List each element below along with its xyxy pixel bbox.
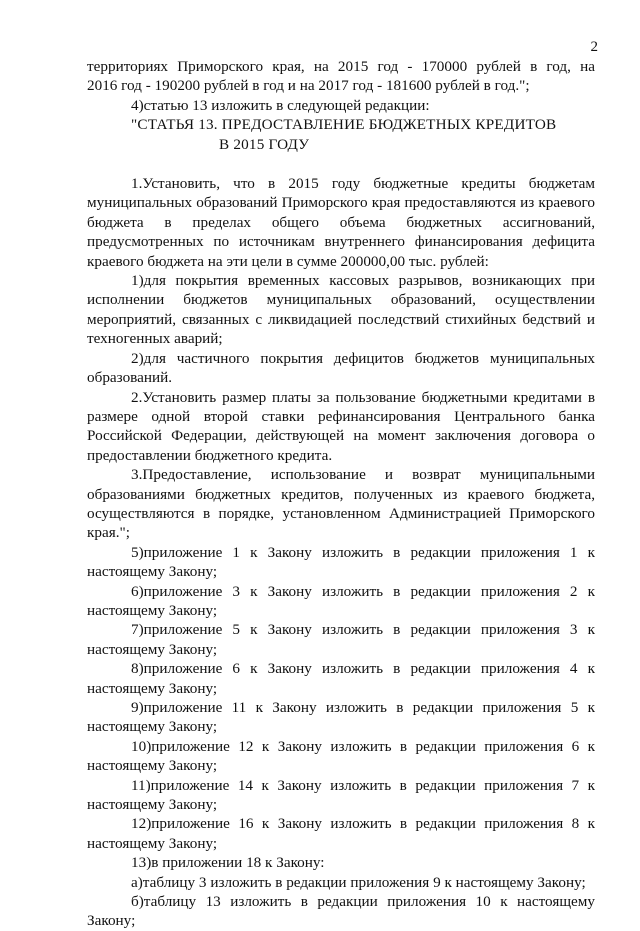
paragraph-subitem-b: б)таблицу 13 изложить в редакции приложения 10 к настоящему Закону; xyxy=(87,893,595,930)
paragraph-item-5: 5)приложение 1 к Закону изложить в редакции приложения 1 к настоящему Закону; xyxy=(87,543,595,581)
article-heading-line: В 2015 ГОДУ xyxy=(219,135,310,153)
article-heading xyxy=(87,115,595,154)
paragraph-item-4: 4)статью 13 изложить в следующей редакции: xyxy=(131,96,430,114)
paragraph-subpoint-2: 2)для частичного покрытия дефицитов бюджетов муниципальных образований. xyxy=(87,349,595,387)
paragraph-item-6: 6)приложение 3 к Закону изложить в редакции приложения 2 к настоящему Закону; xyxy=(87,582,595,619)
paragraph-item-8: 8)приложение 6 к Закону изложить в редакции приложения 4 к настоящему Закону; xyxy=(87,660,595,697)
page-number: 2 xyxy=(590,39,598,55)
paragraph-point-3: 3.Предоставление, использование и возврат муниципальными образованиями бюджетных кредитов, полученных из краевого бюджета, осуществляются в порядке, установленном Администрацией Приморского края."; xyxy=(87,466,595,542)
paragraph-subpoint-1: 1)для покрытия временных кассовых разрывов, возникающих при исполнении бюджетов муниципальных образований, осуществлении мероприятий, связанных с ликвидацией последствий стихийных бедствий и техногенных аварий; xyxy=(87,272,595,348)
paragraph-point-1: 1.Установить, что в 2015 году бюджетные кредиты бюджетам муниципальных образований Приморского края предоставляются из краевого бюджета в пределах общего объема бюджетных ассигнований, предусмотренных по источникам внутреннего финансирования дефицита краевого бюджета на эти цели в сумме 200000,00 тыс. рублей: xyxy=(87,175,595,270)
paragraph-line: территориях Приморского края, на 2015 год - 170000 рублей в год, на xyxy=(87,58,595,75)
paragraph-line: 2016 год - 190200 рублей в год и на 2017 год - 181600 рублей в год."; xyxy=(87,77,530,95)
paragraph-item-11: 11)приложение 14 к Закону изложить в редакции приложения 7 к настоящему Закону; xyxy=(87,776,595,814)
document-body xyxy=(87,57,595,931)
paragraph-item-12: 12)приложение 16 к Закону изложить в редакции приложения 8 к настоящему Закону; xyxy=(87,815,595,852)
paragraph-subitem-a: а)таблицу 3 изложить в редакции приложения 9 к настоящему Закону; xyxy=(131,873,586,891)
paragraph-item-7: 7)приложение 5 к Закону изложить в редакции приложения 3 к настоящему Закону; xyxy=(87,621,595,658)
paragraph-point-2: 2.Установить размер платы за пользование бюджетными кредитами в размере одной второй ставки рефинансирования Центрального банка Российской Федерации, действующей на момент заключения договора о предоставлении бюджетного кредита. xyxy=(87,388,595,464)
paragraph-item-10: 10)приложение 12 к Закону изложить в редакции приложения 6 к настоящему Закону; xyxy=(87,737,595,775)
paragraph-continuation xyxy=(87,57,595,96)
article-heading-line: "СТАТЬЯ 13. ПРЕДОСТАВЛЕНИЕ БЮДЖЕТНЫХ КРЕДИТОВ xyxy=(131,116,557,134)
paragraph-item-9: 9)приложение 11 к Закону изложить в редакции приложения 5 к настоящему Закону; xyxy=(87,699,595,736)
paragraph-item-13: 13)в приложении 18 к Закону: xyxy=(131,854,325,872)
spacer xyxy=(87,154,595,174)
